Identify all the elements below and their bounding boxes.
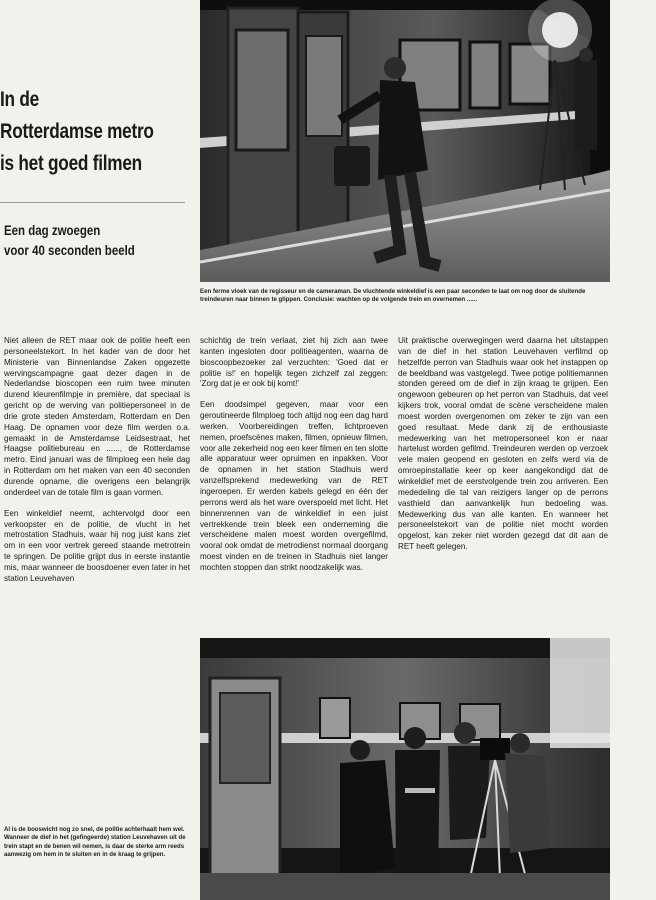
- title-divider: [0, 202, 185, 203]
- photo-caption-top: Een ferme vloek van de regisseur en de cameraman. De vluchtende winkeldief is een paar seconden te laat om nog door de sluitende treindeuren naar binnen te glippen. Conclusie: wachten op de volgende trein en overnemen ......: [200, 288, 586, 304]
- paragraph: Een doodsimpel gegeven, maar voor een geroutineerde filmploeg toch altijd nog een dag hard werken. Voorbereidingen treffen, lichtproeven nemen, proefscènes maken, filmen, opnieuw filmen, voor alle zekerheid nog een keer filmen en ten slotte alle apparatuur weer opruimen en inpakken. Voor de opnamen in het station Stadhuis werd vanzelfsprekend medewerking van de RET ingeroepen. Er werden kabels gelegd en één der perrons werd als het ware overspoeld met licht. Het binnenrennen van de winkeldief in een juist vertrekkende trein bleek een onderneming die verscheidene malen moest worden overgefilmd, vooral ook omdat de metrodienst normaal doorgang moest vinden en de treinen in Stadhuis niet langer mochten stoppen dan strikt noodzakelijk was.: [200, 400, 388, 572]
- paragraph: Uit praktische overwegingen werd daarna het uitstappen van de dief in het station Leuvehaven verfilmd op hetzelfde perron van Stadhuis waar ook het instappen op de beeldband was vastgelegd. Twee potige politiemannen stonden gereed om de dief in zijn kraag te grijpen. Een ongewoon gebeuren op het perron van Stadhuis, dat veel kijkers trok, vooral omdat de scène verscheidene malen moest worden overgenomen om zeker te zijn van een goed resultaat. Mede dank zij de enthousiaste medewerking van het metropersoneel kon er naar hartelust worden gefilmd. Treindeuren werden op verzoek vele malen geopend en gesloten en zelfs werd via de omroepinstallatie keer op keer aangekondigd dat de winkeldief met de eerstvolgende trein zou arriveren. Een mededeling die tal van reizigers langer op de perrons vasthield dan aanvankelijk hun bedoeling was. Medewerking dus van alle kanten. En wanneer het personeelstekort van de politie niet mocht worden opgelost, kan zeker niet worden gezegd dat dit aan de RET heeft gelegen.: [398, 336, 608, 552]
- title-line-2: Rotterdamse metro: [0, 120, 154, 143]
- paragraph: Niet alleen de RET maar ook de politie heeft een personeelstekort. In het kader van de door het Ministerie van Binnenlandse Zaken opgezette wervingscampagne gaat dezer dagen in de Nederlandse bioscopen een ruim twee minuten durend kleurenfilmpje in première, dat speciaal is gericht op de werving van politiepersoneel in de drie grote steden Amsterdam, Rotterdam en Den Haag. De opnamen voor deze film werden o.a. gemaakt in de Amsterdamse Leidsestraat, het Haagse politiebureau en ......, de Rotterdamse metro. Eind januari was de filmploeg een hele dag in Rotterdam om het maken van een 40 seconden durende opname, die overigens een belangrijk onderdeel van de totale film is gaan vormen.: [4, 336, 190, 497]
- article-subtitle: [4, 220, 193, 260]
- photo-police-arrest: [200, 638, 610, 900]
- body-column-3: [398, 336, 608, 553]
- subtitle-line-2: voor 40 seconden beeld: [4, 242, 135, 258]
- paragraph: Een winkeldief neemt, achtervolgd door een verkoopster en de politie, de vlucht in het metrostation Stadhuis, waar hij nog juist kans ziet om in een voor vertrek gereed staande metrotrein te springen. De politie grijpt dus in eerste instantie mis, maar wanneer de boosdoener even later in het station Leuvehaven: [4, 508, 190, 583]
- article-title: [0, 84, 190, 180]
- photo-metro-thief-boarding: [200, 0, 610, 282]
- title-line-3: is het goed filmen: [0, 152, 142, 175]
- photo-caption-bottom: Al is de booswicht nog zo snel, de politie achterhaalt hem wel. Wanneer de dief in het (gefingeerde) station Leuvehaven uit de trein stapt en de benen wil nemen, is daar de sterke arm reeds aanwezig om hem in te sluiten en in de kraag te grijpen.: [4, 826, 186, 859]
- body-column-1: [4, 336, 190, 585]
- paragraph: schichtig de trein verlaat, ziet hij zich aan twee kanten ingesloten door politieagenten, waarna de bioscoopbezoeker zal verzuchten: 'Goed dat er politie is!' en hopelijk tegen zichzelf zal zeggen: 'Zorg dat je er ook bij komt!': [200, 336, 388, 389]
- subtitle-line-1: Een dag zwoegen: [4, 222, 101, 238]
- body-column-2: [200, 336, 388, 574]
- title-line-1: In de: [0, 88, 39, 111]
